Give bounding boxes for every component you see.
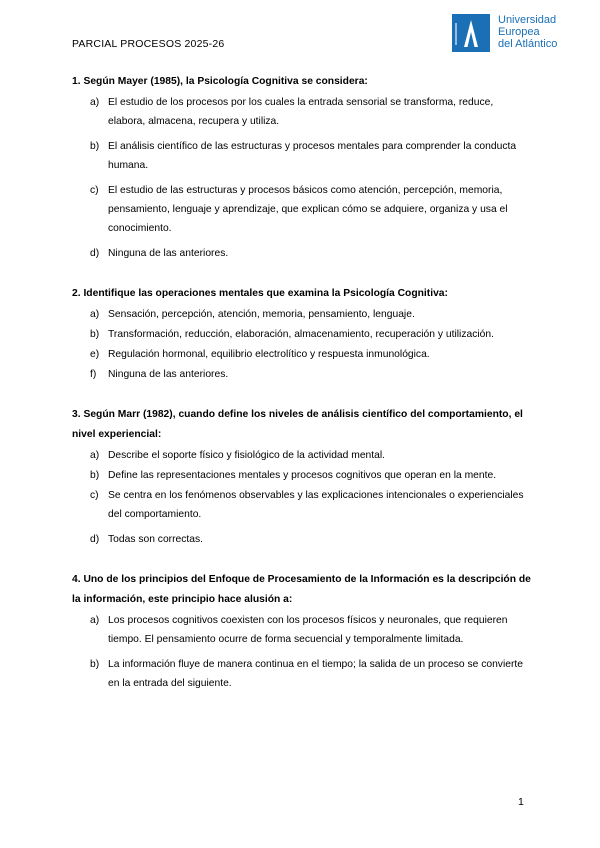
option-item	[72, 486, 532, 524]
option-letter: d)	[90, 534, 100, 545]
option-item	[72, 530, 532, 549]
logo-mark-icon	[452, 14, 490, 52]
option-letter: b)	[90, 141, 100, 152]
option-text: Describe el soporte físico y fisiológico de la actividad mental.	[108, 450, 386, 461]
option-list	[72, 305, 532, 384]
option-text: El estudio de los procesos por los cuales la entrada sensorial se transforma, reduce, elabora, almacena, recupera y utiliza.	[108, 97, 494, 127]
question-1	[72, 72, 532, 263]
question-4	[72, 570, 532, 693]
option-item	[72, 345, 532, 364]
option-letter: b)	[90, 659, 100, 670]
question-title: 3. Según Marr (1982), cuando define los niveles de análisis científico del comportamiento, el nivel experiencial:	[72, 409, 523, 440]
option-text: Todas son correctas.	[108, 534, 204, 545]
page-header	[72, 14, 572, 66]
option-list	[72, 446, 532, 549]
option-letter: a)	[90, 615, 100, 626]
option-letter: b)	[90, 329, 100, 340]
option-text: Define las representaciones mentales y procesos cognitivos que operan en la mente.	[108, 470, 497, 481]
logo-line-1: Universidad	[498, 14, 557, 26]
question-title: 1. Según Mayer (1985), la Psicología Cognitiva se considera:	[72, 76, 368, 87]
option-text: El estudio de las estructuras y procesos básicos como atención, percepción, memoria, pensamiento, lenguaje y aprendizaje, que explican cómo se adquiere, organiza y usa el conocimiento.	[108, 185, 508, 234]
option-item	[72, 365, 532, 384]
option-text: El análisis científico de las estructuras y procesos mentales para comprender la conducta humana.	[108, 141, 517, 171]
page-number: 1	[518, 796, 524, 808]
option-list	[72, 93, 532, 263]
logo-text	[498, 14, 557, 50]
option-letter: a)	[90, 309, 100, 320]
option-text: Transformación, reducción, elaboración, almacenamiento, recuperación y utilización.	[108, 329, 494, 340]
option-letter: a)	[90, 450, 100, 461]
option-item	[72, 244, 532, 263]
option-text: La información fluye de manera continua en el tiempo; la salida de un proceso se convierte en la entrada del siguiente.	[108, 659, 523, 689]
option-text: Se centra en los fenómenos observables y las explicaciones intencionales o experienciales del comportamiento.	[108, 490, 524, 520]
option-letter: c)	[90, 185, 99, 196]
logo-line-3: del Atlántico	[498, 38, 558, 50]
option-letter: f)	[90, 369, 97, 380]
option-letter: a)	[90, 97, 100, 108]
question-title: 2. Identifique las operaciones mentales que examina la Psicología Cognitiva:	[72, 288, 448, 299]
option-letter: d)	[90, 248, 100, 259]
university-logo	[452, 14, 582, 54]
exam-content	[72, 72, 532, 714]
option-letter: e)	[90, 349, 100, 360]
option-letter: b)	[90, 470, 100, 481]
option-item	[72, 93, 532, 131]
option-text: Sensación, percepción, atención, memoria, pensamiento, lenguaje.	[108, 309, 415, 320]
option-item	[72, 137, 532, 175]
option-letter: c)	[90, 490, 99, 501]
option-item	[72, 325, 532, 344]
option-item	[72, 655, 532, 693]
option-item	[72, 611, 532, 649]
option-item	[72, 446, 532, 465]
question-2	[72, 284, 532, 384]
option-item	[72, 466, 532, 485]
option-item	[72, 181, 532, 238]
option-text: Ninguna de las anteriores.	[108, 369, 229, 380]
question-3	[72, 405, 532, 549]
option-text: Ninguna de las anteriores.	[108, 248, 229, 259]
option-item	[72, 305, 532, 324]
option-list	[72, 611, 532, 693]
document-title: PARCIAL PROCESOS 2025-26	[72, 38, 225, 50]
option-text: Los procesos cognitivos coexisten con los procesos físicos y neuronales, que requieren tiempo. El pensamiento ocurre de forma secuencial y temporalmente limitada.	[108, 615, 508, 645]
logo-line-2: Europea	[498, 26, 540, 38]
question-title: 4. Uno de los principios del Enfoque de Procesamiento de la Información es la descripción de la información, este principio hace alusión a:	[72, 574, 531, 605]
option-text: Regulación hormonal, equilibrio electrolítico y respuesta inmunológica.	[108, 349, 430, 360]
